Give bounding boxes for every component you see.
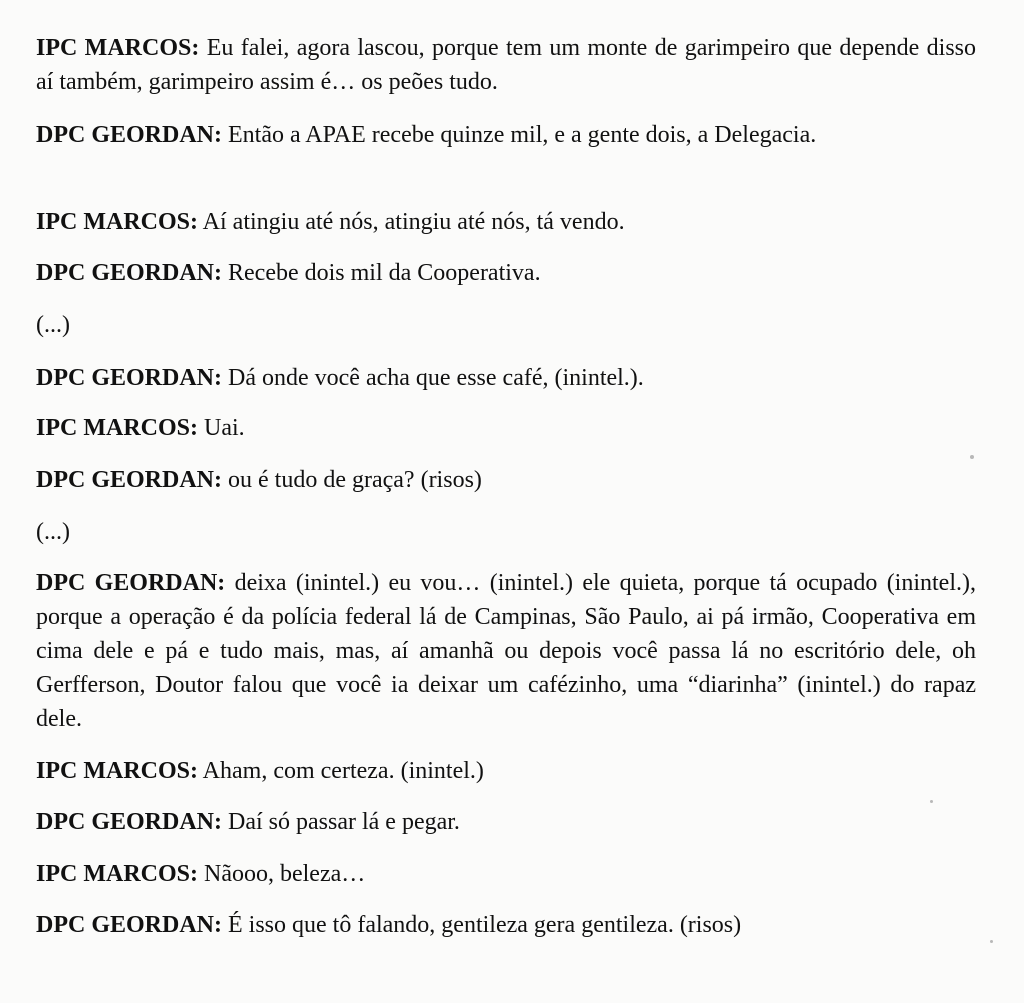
transcript-line	[36, 118, 976, 152]
transcript-line	[36, 908, 976, 942]
speaker-label: DPC GEORDAN:	[36, 467, 222, 493]
speech-text: (...)	[36, 519, 70, 545]
speech-text: Então a APAE recebe quinze mil, e a gente dois, a Delegacia.	[222, 122, 817, 148]
speaker-label: IPC MARCOS:	[36, 35, 200, 61]
transcript-line	[36, 754, 976, 788]
speech-text: Uai.	[198, 415, 245, 441]
scan-speck	[970, 455, 974, 459]
speaker-label: IPC MARCOS:	[36, 861, 198, 887]
speech-text: Aham, com certeza. (inintel.)	[198, 758, 484, 784]
speaker-label: DPC GEORDAN:	[36, 365, 222, 391]
speaker-label: DPC GEORDAN:	[36, 912, 222, 938]
speech-text: Nãooo, beleza…	[198, 861, 366, 887]
scan-speck	[990, 940, 993, 943]
speech-text: deixa (inintel.) eu vou… (inintel.) ele quieta, porque tá ocupado (inintel.), porque a operação é da polícia federal lá de Campinas, São Paulo, ai pá irmão, Cooperativa em cima dele e pá e tudo mais, mas, aí amanhã ou depois você passa lá no escritório dele, oh Gerfferson, Doutor falou que você ia deixar um cafézinho, uma “diarinha” (inintel.) do rapaz dele.	[36, 570, 976, 732]
transcript-line	[36, 31, 976, 99]
ellipsis-marker	[36, 515, 976, 549]
transcript-line	[36, 205, 976, 239]
speech-text: Recebe dois mil da Cooperativa.	[222, 260, 541, 286]
speech-text: Aí atingiu até nós, atingiu até nós, tá vendo.	[198, 209, 625, 235]
speaker-label: IPC MARCOS:	[36, 758, 198, 784]
speech-text: É isso que tô falando, gentileza gera gentileza. (risos)	[222, 912, 742, 938]
transcript-line	[36, 256, 976, 290]
speech-text: (...)	[36, 312, 70, 338]
transcript-line	[36, 411, 976, 445]
transcript-line	[36, 805, 976, 839]
speaker-label: DPC GEORDAN:	[36, 809, 222, 835]
scan-speck	[930, 800, 933, 803]
ellipsis-marker	[36, 308, 976, 342]
transcript-line	[36, 361, 976, 395]
speaker-label: DPC GEORDAN:	[36, 260, 222, 286]
speech-text: Daí só passar lá e pegar.	[222, 809, 460, 835]
speaker-label: IPC MARCOS:	[36, 415, 198, 441]
speech-text: Eu falei, agora lascou, porque tem um monte de garimpeiro que depende disso aí também, garimpeiro assim é… os peões tudo.	[36, 35, 976, 95]
transcript-line	[36, 857, 976, 891]
transcript-line	[36, 566, 976, 736]
speech-text: ou é tudo de graça? (risos)	[222, 467, 482, 493]
speaker-label: DPC GEORDAN:	[36, 122, 222, 148]
speech-text: Dá onde você acha que esse café, (inintel.).	[222, 365, 644, 391]
transcript-line	[36, 463, 976, 497]
speaker-label: DPC GEORDAN:	[36, 570, 226, 596]
speaker-label: IPC MARCOS:	[36, 209, 198, 235]
